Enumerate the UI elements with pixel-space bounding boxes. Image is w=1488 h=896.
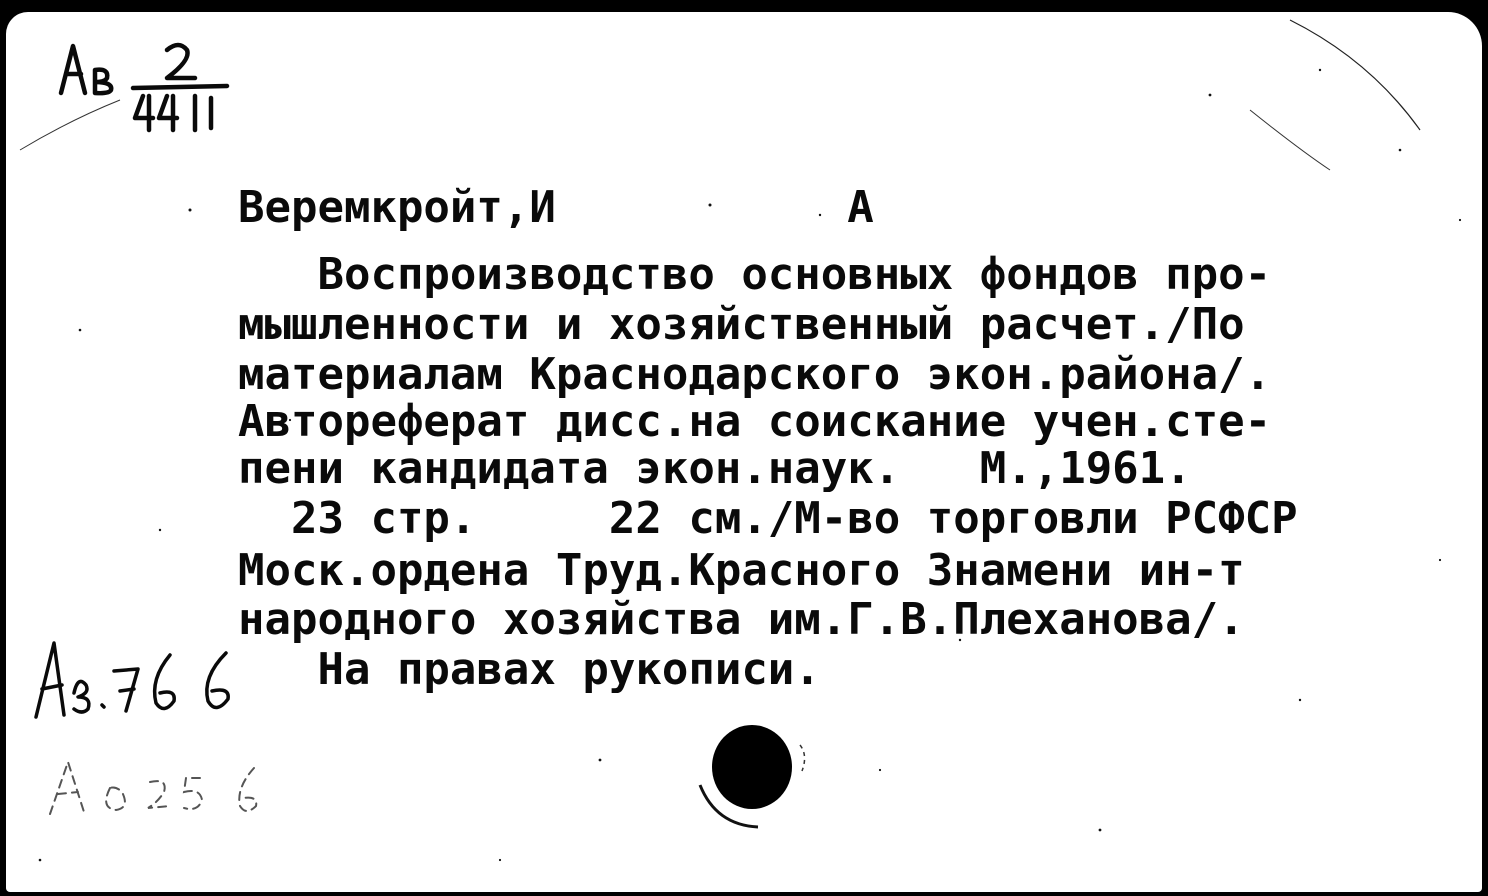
body-line-9: На правах рукописи. xyxy=(238,644,821,695)
handwritten-note-glyphs xyxy=(30,635,270,725)
faded-note-glyphs xyxy=(40,748,280,828)
call-number xyxy=(55,38,275,153)
body-line-2: мышленности и хозяйственный расчет./По xyxy=(238,299,1245,350)
body-line-5: пени кандидата экон.наук. М.,1961. xyxy=(238,443,1192,494)
punch-hole-shape xyxy=(690,715,830,835)
body-line-6: 23 стр. 22 см./М-во торговли РСФСР xyxy=(238,493,1298,544)
author-line: Веремкройт,И А xyxy=(238,182,874,233)
call-number-glyphs xyxy=(55,38,275,148)
body-line-4: Автореферат дисс.на соискание учен.сте- xyxy=(238,396,1272,447)
handwritten-note xyxy=(30,635,270,730)
body-line-7: Моск.ордена Труд.Красного Знамени ин-т xyxy=(238,545,1245,596)
body-line-3: материалам Краснодарского экон.района/. xyxy=(238,349,1272,400)
body-line-8: народного хозяйства им.Г.В.Плеханова/. xyxy=(238,594,1245,645)
punch-hole xyxy=(690,715,830,840)
faded-note xyxy=(40,748,280,833)
body-line-1: Воспроизводство основных фондов про- xyxy=(238,249,1272,300)
